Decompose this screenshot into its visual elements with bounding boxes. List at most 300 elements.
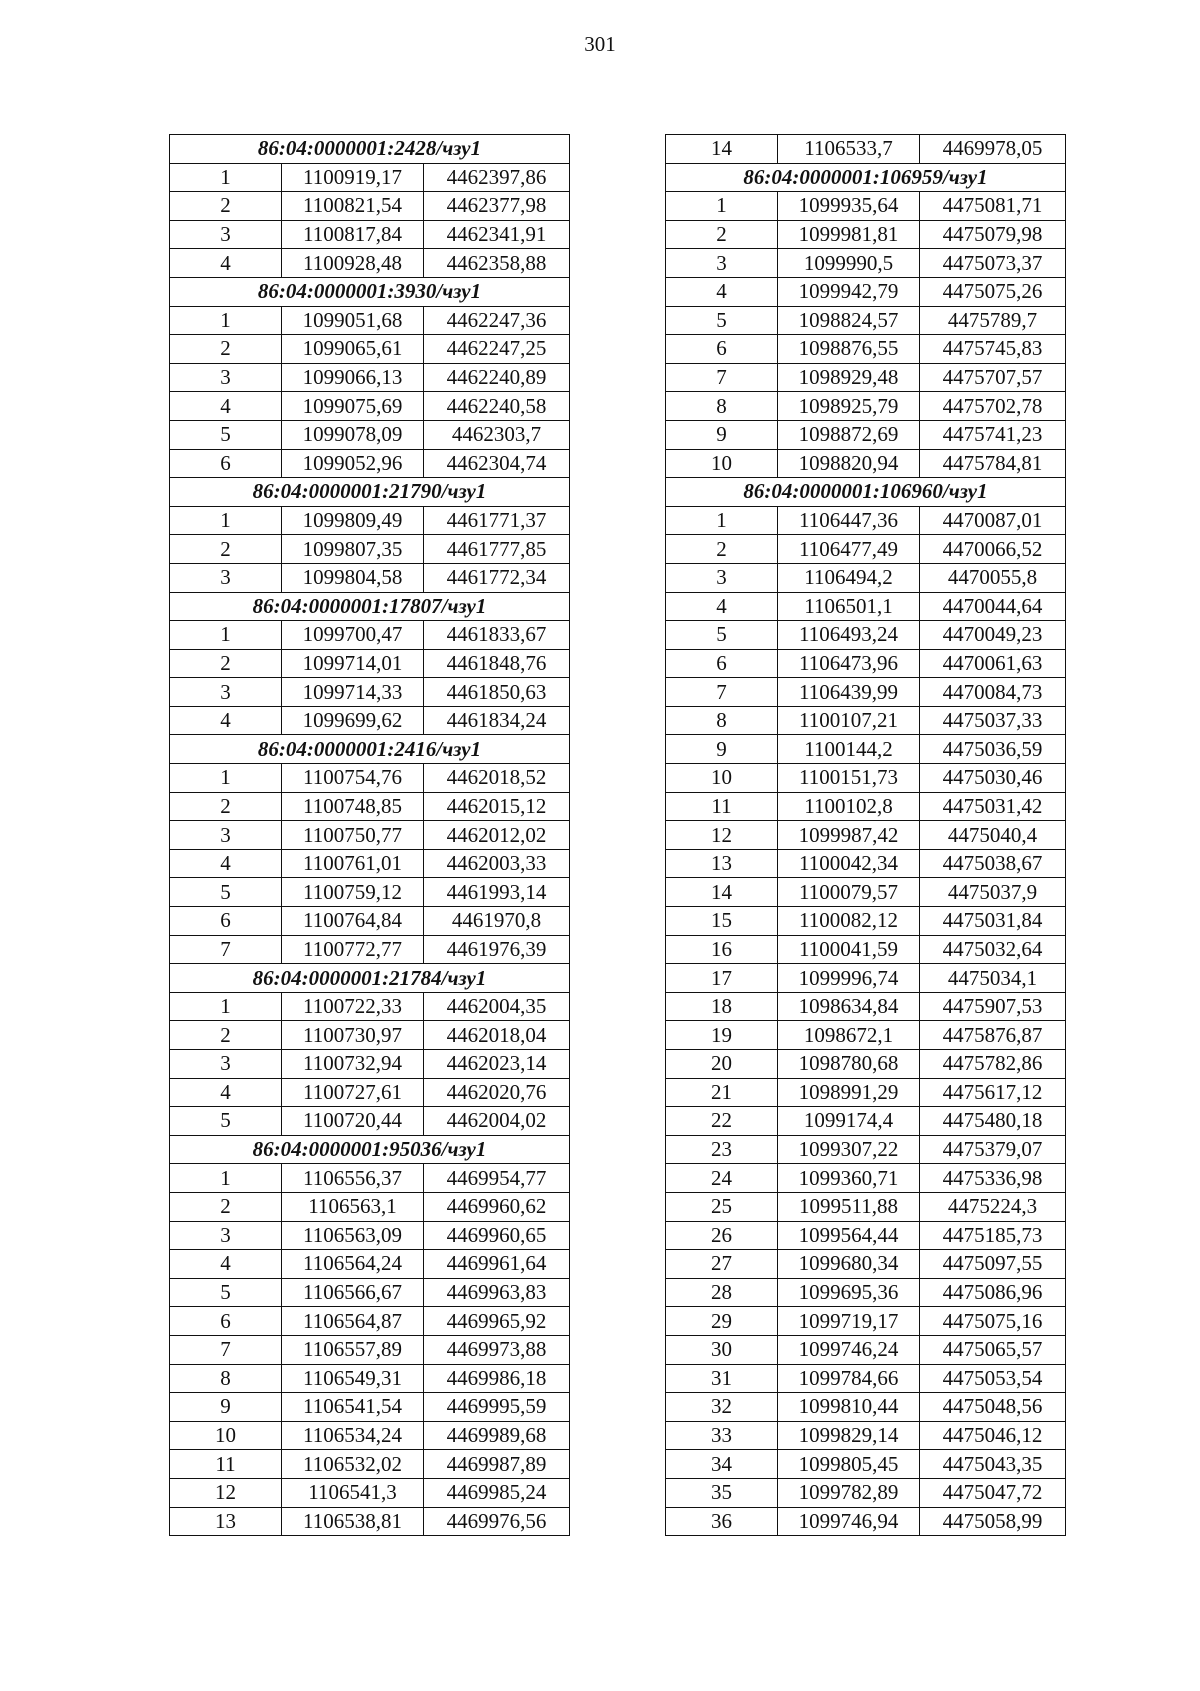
- x-coordinate-cell: 1106494,2: [778, 563, 920, 592]
- y-coordinate-cell: 4475079,98: [920, 220, 1066, 249]
- table-row: [170, 678, 570, 707]
- point-number-cell: 1: [170, 306, 282, 335]
- x-coordinate-cell: 1100821,54: [282, 192, 424, 221]
- y-coordinate-cell: 4475058,99: [920, 1507, 1066, 1536]
- point-number-cell: 4: [170, 706, 282, 735]
- x-coordinate-cell: 1106563,09: [282, 1221, 424, 1250]
- y-coordinate-cell: 4461848,76: [424, 649, 570, 678]
- table-row: [170, 449, 570, 478]
- section-header-row: [666, 163, 1066, 192]
- point-number-cell: 9: [666, 735, 778, 764]
- table-row: [666, 392, 1066, 421]
- x-coordinate-cell: 1098820,94: [778, 449, 920, 478]
- table-row: [666, 621, 1066, 650]
- x-coordinate-cell: 1099695,36: [778, 1278, 920, 1307]
- point-number-cell: 18: [666, 992, 778, 1021]
- y-coordinate-cell: 4462012,02: [424, 821, 570, 850]
- section-title: 86:04:0000001:21784/чзу1: [170, 964, 570, 993]
- point-number-cell: 3: [170, 220, 282, 249]
- table-row: [666, 706, 1066, 735]
- table-row: [170, 649, 570, 678]
- x-coordinate-cell: 1099807,35: [282, 535, 424, 564]
- y-coordinate-cell: 4461771,37: [424, 506, 570, 535]
- point-number-cell: 6: [170, 1307, 282, 1336]
- point-number-cell: 4: [666, 592, 778, 621]
- point-number-cell: 36: [666, 1507, 778, 1536]
- point-number-cell: 1: [666, 192, 778, 221]
- x-coordinate-cell: 1099987,42: [778, 821, 920, 850]
- table-row: [666, 878, 1066, 907]
- x-coordinate-cell: 1100042,34: [778, 849, 920, 878]
- table-row: [170, 1050, 570, 1079]
- table-row: [170, 878, 570, 907]
- table-row: [170, 192, 570, 221]
- x-coordinate-cell: 1099942,79: [778, 277, 920, 306]
- point-number-cell: 7: [666, 678, 778, 707]
- x-coordinate-cell: 1099746,24: [778, 1335, 920, 1364]
- point-number-cell: 5: [666, 306, 778, 335]
- x-coordinate-cell: 1099700,47: [282, 621, 424, 650]
- point-number-cell: 1: [666, 506, 778, 535]
- y-coordinate-cell: 4461833,67: [424, 621, 570, 650]
- y-coordinate-cell: 4475745,83: [920, 335, 1066, 364]
- table-row: [666, 135, 1066, 164]
- y-coordinate-cell: 4475876,87: [920, 1021, 1066, 1050]
- y-coordinate-cell: 4475784,81: [920, 449, 1066, 478]
- y-coordinate-cell: 4462303,7: [424, 420, 570, 449]
- table-row: [170, 935, 570, 964]
- table-row: [666, 1507, 1066, 1536]
- x-coordinate-cell: 1099782,89: [778, 1478, 920, 1507]
- y-coordinate-cell: 4475336,98: [920, 1164, 1066, 1193]
- point-number-cell: 7: [170, 935, 282, 964]
- y-coordinate-cell: 4475065,57: [920, 1335, 1066, 1364]
- point-number-cell: 1: [170, 764, 282, 793]
- point-number-cell: 7: [666, 363, 778, 392]
- x-coordinate-cell: 1099680,34: [778, 1250, 920, 1279]
- table-row: [170, 1393, 570, 1422]
- table-row: [170, 1250, 570, 1279]
- x-coordinate-cell: 1099065,61: [282, 335, 424, 364]
- x-coordinate-cell: 1100041,59: [778, 935, 920, 964]
- table-row: [170, 335, 570, 364]
- point-number-cell: 3: [170, 821, 282, 850]
- x-coordinate-cell: 1099990,5: [778, 249, 920, 278]
- point-number-cell: 16: [666, 935, 778, 964]
- y-coordinate-cell: 4462018,04: [424, 1021, 570, 1050]
- table-body-right: [666, 135, 1066, 1536]
- y-coordinate-cell: 4462304,74: [424, 449, 570, 478]
- x-coordinate-cell: 1098991,29: [778, 1078, 920, 1107]
- table-row: [666, 277, 1066, 306]
- y-coordinate-cell: 4475034,1: [920, 964, 1066, 993]
- point-number-cell: 3: [170, 678, 282, 707]
- y-coordinate-cell: 4475707,57: [920, 363, 1066, 392]
- table-row: [666, 764, 1066, 793]
- point-number-cell: 5: [170, 420, 282, 449]
- table-row: [666, 964, 1066, 993]
- y-coordinate-cell: 4475702,78: [920, 392, 1066, 421]
- x-coordinate-cell: 1099809,49: [282, 506, 424, 535]
- x-coordinate-cell: 1099052,96: [282, 449, 424, 478]
- section-title: 86:04:0000001:2416/чзу1: [170, 735, 570, 764]
- table-row: [170, 992, 570, 1021]
- table-row: [170, 1507, 570, 1536]
- point-number-cell: 13: [170, 1507, 282, 1536]
- x-coordinate-cell: 1099810,44: [778, 1393, 920, 1422]
- y-coordinate-cell: 4475040,4: [920, 821, 1066, 850]
- coordinates-table-right: [665, 134, 1066, 1536]
- table-row: [170, 535, 570, 564]
- table-row: [666, 1192, 1066, 1221]
- x-coordinate-cell: 1106566,67: [282, 1278, 424, 1307]
- x-coordinate-cell: 1106541,54: [282, 1393, 424, 1422]
- table-row: [666, 649, 1066, 678]
- table-row: [666, 849, 1066, 878]
- table-row: [170, 1021, 570, 1050]
- x-coordinate-cell: 1099996,74: [778, 964, 920, 993]
- x-coordinate-cell: 1106533,7: [778, 135, 920, 164]
- table-row: [666, 1421, 1066, 1450]
- y-coordinate-cell: 4469987,89: [424, 1450, 570, 1479]
- x-coordinate-cell: 1098929,48: [778, 363, 920, 392]
- table-row: [666, 449, 1066, 478]
- table-row: [170, 849, 570, 878]
- x-coordinate-cell: 1099511,88: [778, 1192, 920, 1221]
- table-row: [170, 1221, 570, 1250]
- y-coordinate-cell: 4475037,33: [920, 706, 1066, 735]
- y-coordinate-cell: 4462023,14: [424, 1050, 570, 1079]
- section-header-row: [170, 277, 570, 306]
- y-coordinate-cell: 4462341,91: [424, 220, 570, 249]
- table-row: [666, 1450, 1066, 1479]
- table-row: [666, 1078, 1066, 1107]
- section-title: 86:04:0000001:2428/чзу1: [170, 135, 570, 164]
- y-coordinate-cell: 4469954,77: [424, 1164, 570, 1193]
- point-number-cell: 2: [666, 535, 778, 564]
- y-coordinate-cell: 4475048,56: [920, 1393, 1066, 1422]
- table-row: [666, 992, 1066, 1021]
- page-number: 301: [584, 32, 616, 56]
- point-number-cell: 4: [170, 849, 282, 878]
- point-number-cell: 3: [170, 1050, 282, 1079]
- table-row: [666, 1050, 1066, 1079]
- point-number-cell: 8: [666, 392, 778, 421]
- point-number-cell: 4: [170, 392, 282, 421]
- table-row: [666, 935, 1066, 964]
- point-number-cell: 29: [666, 1307, 778, 1336]
- point-number-cell: 10: [666, 764, 778, 793]
- y-coordinate-cell: 4461772,34: [424, 563, 570, 592]
- table-row: [666, 1478, 1066, 1507]
- x-coordinate-cell: 1099829,14: [778, 1421, 920, 1450]
- point-number-cell: 27: [666, 1250, 778, 1279]
- y-coordinate-cell: 4462004,02: [424, 1107, 570, 1136]
- y-coordinate-cell: 4462004,35: [424, 992, 570, 1021]
- y-coordinate-cell: 4469986,18: [424, 1364, 570, 1393]
- table-row: [666, 1250, 1066, 1279]
- y-coordinate-cell: 4462240,89: [424, 363, 570, 392]
- y-coordinate-cell: 4462240,58: [424, 392, 570, 421]
- y-coordinate-cell: 4461777,85: [424, 535, 570, 564]
- y-coordinate-cell: 4475043,35: [920, 1450, 1066, 1479]
- table-row: [666, 1393, 1066, 1422]
- table-row: [170, 1335, 570, 1364]
- table-row: [666, 192, 1066, 221]
- table-row: [666, 792, 1066, 821]
- y-coordinate-cell: 4462247,36: [424, 306, 570, 335]
- x-coordinate-cell: 1100720,44: [282, 1107, 424, 1136]
- x-coordinate-cell: 1100722,33: [282, 992, 424, 1021]
- table-row: [666, 249, 1066, 278]
- x-coordinate-cell: 1099075,69: [282, 392, 424, 421]
- table-row: [666, 678, 1066, 707]
- point-number-cell: 19: [666, 1021, 778, 1050]
- table-row: [666, 306, 1066, 335]
- table-row: [666, 907, 1066, 936]
- y-coordinate-cell: 4462020,76: [424, 1078, 570, 1107]
- y-coordinate-cell: 4462018,52: [424, 764, 570, 793]
- x-coordinate-cell: 1100144,2: [778, 735, 920, 764]
- point-number-cell: 22: [666, 1107, 778, 1136]
- x-coordinate-cell: 1106439,99: [778, 678, 920, 707]
- x-coordinate-cell: 1098780,68: [778, 1050, 920, 1079]
- point-number-cell: 6: [170, 449, 282, 478]
- point-number-cell: 4: [170, 1078, 282, 1107]
- y-coordinate-cell: 4470084,73: [920, 678, 1066, 707]
- x-coordinate-cell: 1099699,62: [282, 706, 424, 735]
- x-coordinate-cell: 1099564,44: [778, 1221, 920, 1250]
- point-number-cell: 4: [170, 249, 282, 278]
- y-coordinate-cell: 4475081,71: [920, 192, 1066, 221]
- table-row: [170, 1164, 570, 1193]
- table-row: [666, 1335, 1066, 1364]
- table-row: [666, 1307, 1066, 1336]
- x-coordinate-cell: 1099066,13: [282, 363, 424, 392]
- section-header-row: [170, 964, 570, 993]
- table-row: [170, 706, 570, 735]
- point-number-cell: 12: [170, 1478, 282, 1507]
- x-coordinate-cell: 1106538,81: [282, 1507, 424, 1536]
- table-row: [170, 249, 570, 278]
- point-number-cell: 9: [666, 420, 778, 449]
- x-coordinate-cell: 1099804,58: [282, 563, 424, 592]
- point-number-cell: 6: [666, 335, 778, 364]
- point-number-cell: 9: [170, 1393, 282, 1422]
- y-coordinate-cell: 4475032,64: [920, 935, 1066, 964]
- point-number-cell: 2: [170, 335, 282, 364]
- y-coordinate-cell: 4470061,63: [920, 649, 1066, 678]
- point-number-cell: 35: [666, 1478, 778, 1507]
- y-coordinate-cell: 4475480,18: [920, 1107, 1066, 1136]
- y-coordinate-cell: 4475075,26: [920, 277, 1066, 306]
- x-coordinate-cell: 1099051,68: [282, 306, 424, 335]
- y-coordinate-cell: 4469978,05: [920, 135, 1066, 164]
- x-coordinate-cell: 1106447,36: [778, 506, 920, 535]
- point-number-cell: 5: [666, 621, 778, 650]
- x-coordinate-cell: 1098824,57: [778, 306, 920, 335]
- y-coordinate-cell: 4475617,12: [920, 1078, 1066, 1107]
- point-number-cell: 14: [666, 878, 778, 907]
- table-row: [666, 1107, 1066, 1136]
- point-number-cell: 8: [170, 1364, 282, 1393]
- x-coordinate-cell: 1098872,69: [778, 420, 920, 449]
- point-number-cell: 5: [170, 1278, 282, 1307]
- table-row: [170, 420, 570, 449]
- x-coordinate-cell: 1106563,1: [282, 1192, 424, 1221]
- x-coordinate-cell: 1099714,33: [282, 678, 424, 707]
- table-row: [170, 363, 570, 392]
- y-coordinate-cell: 4469989,68: [424, 1421, 570, 1450]
- point-number-cell: 23: [666, 1135, 778, 1164]
- point-number-cell: 28: [666, 1278, 778, 1307]
- y-coordinate-cell: 4462397,86: [424, 163, 570, 192]
- section-title: 86:04:0000001:3930/чзу1: [170, 277, 570, 306]
- x-coordinate-cell: 1099714,01: [282, 649, 424, 678]
- y-coordinate-cell: 4469960,65: [424, 1221, 570, 1250]
- x-coordinate-cell: 1106473,96: [778, 649, 920, 678]
- point-number-cell: 6: [170, 907, 282, 936]
- y-coordinate-cell: 4461976,39: [424, 935, 570, 964]
- point-number-cell: 1: [170, 506, 282, 535]
- x-coordinate-cell: 1100748,85: [282, 792, 424, 821]
- table-row: [170, 1078, 570, 1107]
- x-coordinate-cell: 1098876,55: [778, 335, 920, 364]
- point-number-cell: 10: [666, 449, 778, 478]
- point-number-cell: 4: [170, 1250, 282, 1279]
- table-row: [666, 1135, 1066, 1164]
- y-coordinate-cell: 4475030,46: [920, 764, 1066, 793]
- point-number-cell: 1: [170, 621, 282, 650]
- point-number-cell: 3: [170, 563, 282, 592]
- y-coordinate-cell: 4475379,07: [920, 1135, 1066, 1164]
- section-title: 86:04:0000001:21790/чзу1: [170, 478, 570, 507]
- y-coordinate-cell: 4475782,86: [920, 1050, 1066, 1079]
- table-row: [170, 1364, 570, 1393]
- point-number-cell: 5: [170, 878, 282, 907]
- y-coordinate-cell: 4475741,23: [920, 420, 1066, 449]
- x-coordinate-cell: 1098672,1: [778, 1021, 920, 1050]
- table-row: [170, 1307, 570, 1336]
- y-coordinate-cell: 4475036,59: [920, 735, 1066, 764]
- point-number-cell: 1: [170, 1164, 282, 1193]
- x-coordinate-cell: 1100727,61: [282, 1078, 424, 1107]
- table-row: [666, 821, 1066, 850]
- x-coordinate-cell: 1098634,84: [778, 992, 920, 1021]
- point-number-cell: 5: [170, 1107, 282, 1136]
- y-coordinate-cell: 4475789,7: [920, 306, 1066, 335]
- point-number-cell: 2: [170, 1021, 282, 1050]
- y-coordinate-cell: 4469965,92: [424, 1307, 570, 1336]
- x-coordinate-cell: 1100817,84: [282, 220, 424, 249]
- section-title: 86:04:0000001:17807/чзу1: [170, 592, 570, 621]
- x-coordinate-cell: 1100764,84: [282, 907, 424, 936]
- point-number-cell: 11: [666, 792, 778, 821]
- point-number-cell: 21: [666, 1078, 778, 1107]
- table-row: [170, 792, 570, 821]
- y-coordinate-cell: 4469995,59: [424, 1393, 570, 1422]
- table-row: [170, 764, 570, 793]
- table-row: [170, 506, 570, 535]
- x-coordinate-cell: 1099746,94: [778, 1507, 920, 1536]
- y-coordinate-cell: 4462247,25: [424, 335, 570, 364]
- point-number-cell: 7: [170, 1335, 282, 1364]
- y-coordinate-cell: 4475073,37: [920, 249, 1066, 278]
- point-number-cell: 11: [170, 1450, 282, 1479]
- table-row: [666, 420, 1066, 449]
- y-coordinate-cell: 4475037,9: [920, 878, 1066, 907]
- x-coordinate-cell: 1099981,81: [778, 220, 920, 249]
- table-row: [170, 907, 570, 936]
- point-number-cell: 3: [170, 1221, 282, 1250]
- y-coordinate-cell: 4470049,23: [920, 621, 1066, 650]
- x-coordinate-cell: 1106501,1: [778, 592, 920, 621]
- x-coordinate-cell: 1106549,31: [282, 1364, 424, 1393]
- x-coordinate-cell: 1106556,37: [282, 1164, 424, 1193]
- y-coordinate-cell: 4470066,52: [920, 535, 1066, 564]
- table-row: [666, 363, 1066, 392]
- table-row: [170, 392, 570, 421]
- table-row: [666, 592, 1066, 621]
- x-coordinate-cell: 1098925,79: [778, 392, 920, 421]
- x-coordinate-cell: 1106534,24: [282, 1421, 424, 1450]
- table-row: [666, 1164, 1066, 1193]
- y-coordinate-cell: 4470087,01: [920, 506, 1066, 535]
- y-coordinate-cell: 4475038,67: [920, 849, 1066, 878]
- coordinates-table-left: [169, 134, 570, 1536]
- point-number-cell: 6: [666, 649, 778, 678]
- table-row: [170, 563, 570, 592]
- y-coordinate-cell: 4475047,72: [920, 1478, 1066, 1507]
- x-coordinate-cell: 1100732,94: [282, 1050, 424, 1079]
- table-row: [666, 1221, 1066, 1250]
- point-number-cell: 12: [666, 821, 778, 850]
- point-number-cell: 26: [666, 1221, 778, 1250]
- y-coordinate-cell: 4461834,24: [424, 706, 570, 735]
- y-coordinate-cell: 4462358,88: [424, 249, 570, 278]
- y-coordinate-cell: 4462377,98: [424, 192, 570, 221]
- point-number-cell: 2: [170, 1192, 282, 1221]
- x-coordinate-cell: 1106493,24: [778, 621, 920, 650]
- x-coordinate-cell: 1100761,01: [282, 849, 424, 878]
- x-coordinate-cell: 1106564,87: [282, 1307, 424, 1336]
- point-number-cell: 14: [666, 135, 778, 164]
- table-row: [666, 1364, 1066, 1393]
- section-header-row: [170, 735, 570, 764]
- point-number-cell: 15: [666, 907, 778, 936]
- table-row: [666, 1021, 1066, 1050]
- y-coordinate-cell: 4462003,33: [424, 849, 570, 878]
- x-coordinate-cell: 1099174,4: [778, 1107, 920, 1136]
- point-number-cell: 10: [170, 1421, 282, 1450]
- table-row: [170, 1478, 570, 1507]
- table-row: [666, 563, 1066, 592]
- x-coordinate-cell: 1100102,8: [778, 792, 920, 821]
- y-coordinate-cell: 4461993,14: [424, 878, 570, 907]
- table-row: [170, 1421, 570, 1450]
- y-coordinate-cell: 4475086,96: [920, 1278, 1066, 1307]
- x-coordinate-cell: 1106532,02: [282, 1450, 424, 1479]
- table-body-left: [170, 135, 570, 1536]
- point-number-cell: 3: [666, 249, 778, 278]
- point-number-cell: 34: [666, 1450, 778, 1479]
- table-row: [666, 1278, 1066, 1307]
- point-number-cell: 20: [666, 1050, 778, 1079]
- x-coordinate-cell: 1100079,57: [778, 878, 920, 907]
- section-header-row: [170, 478, 570, 507]
- table-row: [170, 821, 570, 850]
- x-coordinate-cell: 1100082,12: [778, 907, 920, 936]
